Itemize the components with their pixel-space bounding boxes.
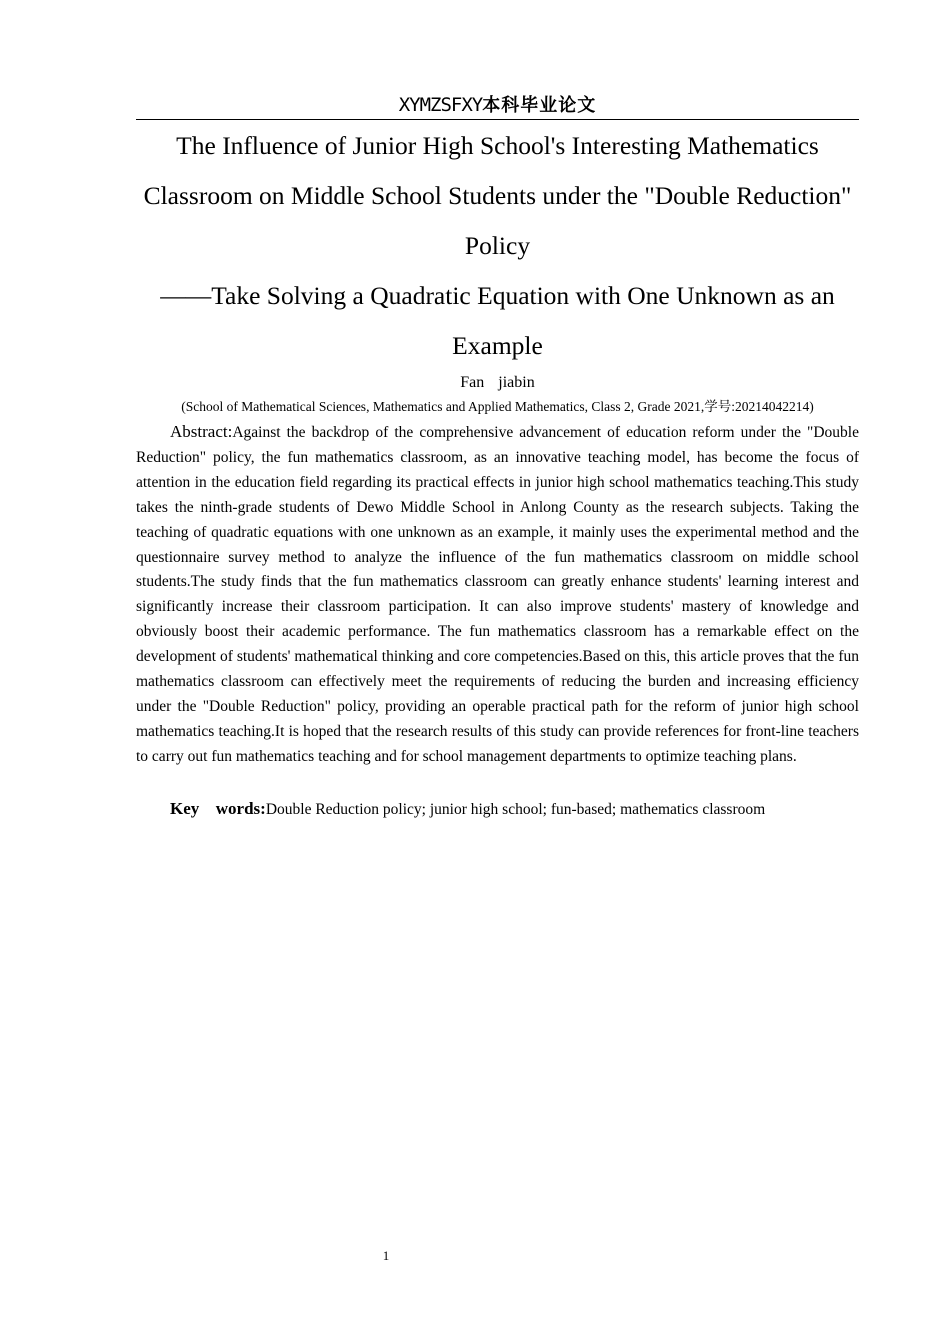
abstract-label: Abstract: <box>170 422 233 441</box>
running-header <box>136 92 859 120</box>
keywords-text: Double Reduction policy; junior high school; fun-based; mathematics classroom <box>265 801 766 818</box>
header-code: XYMZSFXY <box>398 94 483 116</box>
title-line-3: Policy <box>464 231 531 260</box>
abstract-text: Against the backdrop of the comprehensive advancement of education reform under the "Double Reduction" policy, the fun mathematics classroom, as an innovative teaching model, has become the focus of attention in the education field regarding its practical effects in junior high school mathematics teaching.This study takes the ninth-grade students of Dewo Middle School in Anlong County as the research subjects. Taking the teaching of quadratic equations with one unknown as an example, it mainly uses the experimental method and the questionnaire survey method to analyze the influence of the fun mathematics classroom on middle school students.The study finds that the fun mathematics classroom can greatly enhance students' learning interest and significantly increase their classroom participation. It can also improve students' mastery of knowledge and obviously boost their academic performance. The fun mathematics classroom has a remarkable effect on the development of students' mathematical thinking and core competencies.Based on this, this article proves that the fun mathematics classroom can effectively meet the requirements of reducing the burden and increasing efficiency under the "Double Reduction" policy, providing an operable practical path for the reform of junior high school mathematics teaching.It is hoped that the research results of this study can provide references for front-line teachers to carry out fun mathematics teaching and for school management departments to optimize teaching plans. <box>136 424 859 765</box>
keywords-line <box>136 797 859 822</box>
subtitle-line-1: ——Take Solving a Quadratic Equation with One Unknown as an <box>160 281 835 310</box>
page-number: 1 <box>382 1248 390 1263</box>
subtitle-line-2: Example <box>452 331 543 360</box>
keywords-label: Key words: <box>170 799 266 818</box>
author-affiliation: (School of Mathematical Sciences, Mathematics and Applied Mathematics, Class 2, Grade 2021,学号:20214042214) <box>181 399 814 414</box>
title-line-1: The Influence of Junior High School's Interesting Mathematics <box>176 131 819 160</box>
paper-title <box>136 121 859 371</box>
abstract-paragraph <box>136 420 859 770</box>
title-line-2: Classroom on Middle School Students under the "Double Reduction" <box>143 181 852 210</box>
author-name: Fan jiabin <box>460 374 535 391</box>
header-suffix: 本科毕业论文 <box>482 95 597 116</box>
